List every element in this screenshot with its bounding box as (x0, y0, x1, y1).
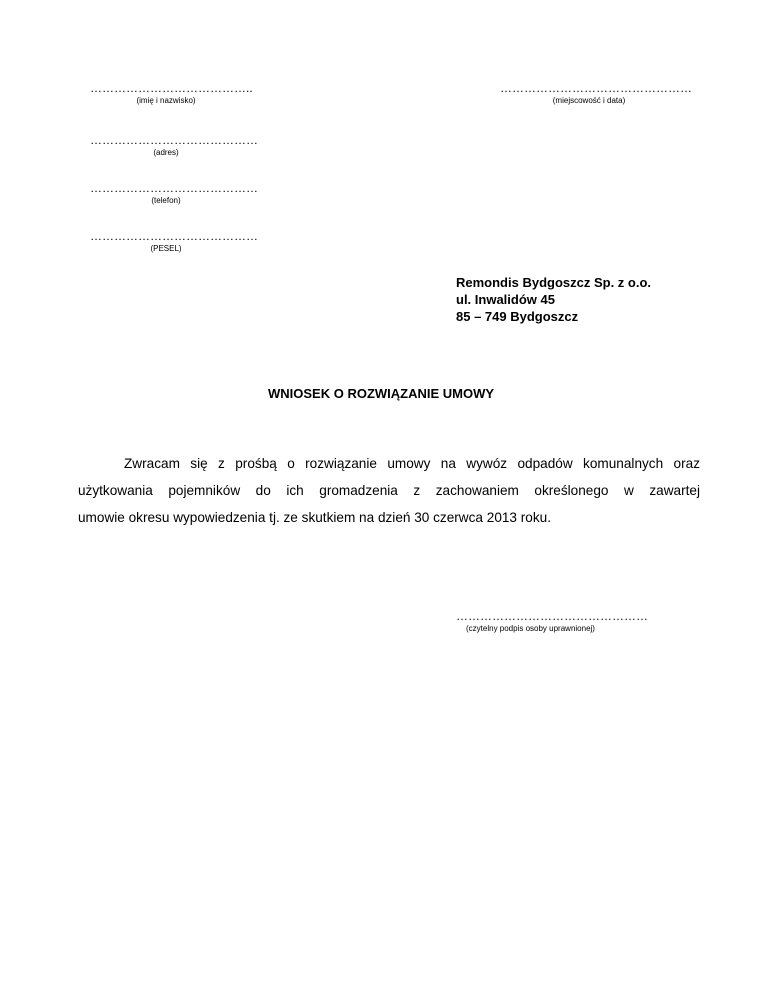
address-dotted-line: …………………………………… (90, 133, 258, 147)
address-caption: (adres) (153, 148, 179, 157)
phone-caption: (telefon) (151, 196, 181, 205)
address-field (90, 133, 258, 158)
paragraph-line: Zwracam się z prośbą o rozwiązanie umowy na wywóz odpadów komunalnych oraz (124, 456, 700, 471)
document-title: WNIOSEK O ROZWIĄZANIE UMOWY (268, 386, 495, 401)
recipient-company: Remondis Bydgoszcz Sp. z o.o. (456, 275, 652, 290)
request-paragraph (78, 450, 700, 531)
recipient-city: 85 – 749 Bydgoszcz (456, 309, 579, 324)
phone-dotted-line: …………………………………… (90, 181, 258, 195)
pesel-caption: (PESEL) (150, 244, 182, 253)
signature-caption: (czytelny podpis osoby uprawnionej) (466, 624, 595, 633)
paragraph-line: użytkowania pojemników do ich gromadzenia z zachowaniem określonego w zawartej (78, 483, 700, 498)
signature-field (456, 610, 646, 634)
place-date-dotted-line: ………………………………………… (500, 81, 692, 95)
place-date-field (500, 81, 692, 106)
signature-dotted-line: ………………………………………… (456, 609, 648, 623)
pesel-dotted-line: …………………………………… (90, 229, 258, 243)
recipient-address (456, 274, 651, 325)
name-field (90, 81, 253, 106)
paragraph-line: umowie okresu wypowiedzenia tj. ze skutkiem na dzień 30 czerwca 2013 roku. (78, 510, 551, 525)
name-caption: (imię i nazwisko) (136, 96, 196, 105)
phone-field (90, 181, 258, 206)
recipient-street: ul. Inwalidów 45 (456, 292, 555, 307)
name-dotted-line: ………………………………….. (90, 81, 253, 95)
place-date-caption: (miejscowość i data) (552, 96, 626, 105)
pesel-field (90, 229, 258, 254)
